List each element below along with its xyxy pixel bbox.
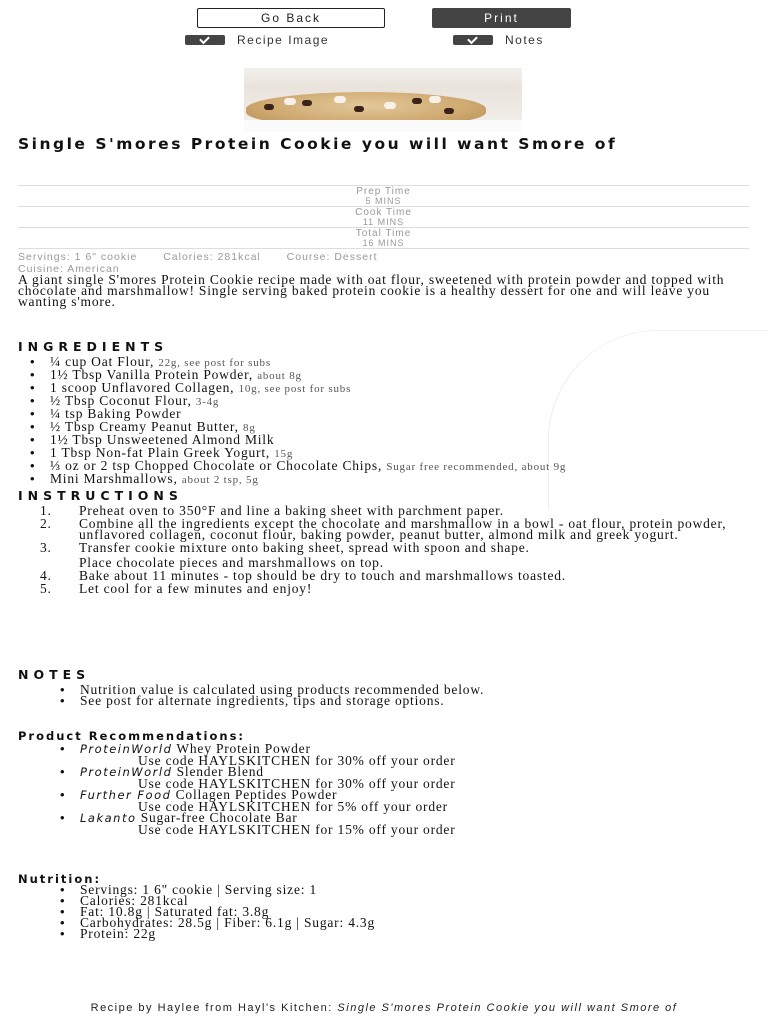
ingredient-item: • ¼ tsp Baking Powder: [50, 408, 750, 421]
calories: Calories: 281kcal: [163, 251, 261, 263]
nutrition-item: • Protein: 22g: [80, 928, 740, 939]
ingredient-item: • 1 scoop Unflavored Collagen, 10g, see post for subs: [50, 382, 750, 395]
notes-heading: NOTES: [18, 667, 91, 682]
recipe-times: [18, 185, 749, 249]
recipe-image-toggle[interactable]: [185, 33, 329, 47]
notes-toggle-label: Notes: [505, 33, 544, 47]
recipe-image: [244, 68, 522, 132]
ingredients-list: [50, 356, 750, 486]
prep-time: [18, 185, 749, 206]
cook-time-label: Cook Time: [355, 207, 412, 218]
discount-code: Use code HAYLSKITCHEN for 30% off your order: [138, 776, 456, 791]
credit-title: Single S'mores Protein Cookie you will want Smore of: [337, 1002, 678, 1014]
print-button[interactable]: Print: [432, 8, 571, 28]
chocolate-chip: [412, 98, 422, 104]
go-back-button[interactable]: Go Back: [197, 8, 385, 28]
ingredient-item: • 1 Tbsp Non-fat Plain Greek Yogurt, 15g: [50, 447, 750, 460]
marshmallow: [429, 96, 441, 103]
notes-toggle[interactable]: [453, 33, 544, 47]
chocolate-chip: [302, 100, 312, 106]
product-brand-link[interactable]: Lakanto: [80, 811, 137, 825]
ingredient-item: • 1½ Tbsp Unsweetened Almond Milk: [50, 434, 750, 447]
instruction-step: 5. Let cool for a few minutes and enjoy!: [40, 581, 313, 596]
nutrition-item: • Servings: 1 6" cookie | Serving size: 1: [80, 884, 740, 895]
chocolate-chip: [354, 106, 364, 112]
ingredient-item: • ½ Tbsp Creamy Peanut Butter, 8g: [50, 421, 750, 434]
ingredient-item: • 1½ Tbsp Vanilla Protein Powder, about 8g: [50, 369, 750, 382]
divider: [18, 248, 749, 249]
nutrition-list: [80, 884, 740, 939]
instruction-step: 1. Preheat oven to 350°F and line a baking sheet with parchment paper.: [40, 503, 504, 518]
total-time-value: 16 MINS: [362, 238, 405, 248]
product-item: • Further Food Collagen Peptides Powder Use code HAYLSKITCHEN for 5% off your order: [80, 789, 740, 812]
discount-code: Use code HAYLSKITCHEN for 5% off your order: [138, 799, 448, 814]
recipe-title: Single S'mores Protein Cookie you will want Smore of: [18, 135, 618, 153]
nutrition-item: • Carbohydrates: 28.5g | Fiber: 6.1g | Sugar: 4.3g: [80, 917, 740, 928]
plate: [244, 120, 522, 132]
cook-time: [18, 206, 749, 227]
product-list: [80, 743, 740, 835]
cuisine: Cuisine: American: [18, 263, 120, 275]
instructions-heading: INSTRUCTIONS: [18, 488, 183, 503]
checkbox-checked-icon[interactable]: [185, 35, 225, 45]
prep-time-label: Prep Time: [356, 186, 411, 197]
marshmallow: [284, 98, 296, 105]
chocolate-chip: [444, 108, 454, 114]
servings: Servings: 1 6" cookie: [18, 251, 138, 263]
chocolate-chip: [264, 104, 274, 110]
nutrition-item: • Fat: 10.8g | Saturated fat: 3.8g: [80, 906, 740, 917]
nutrition-item: • Calories: 281kcal: [80, 895, 740, 906]
notes-list: [80, 684, 745, 706]
product-recommendations-heading: Product Recommendations:: [18, 729, 246, 743]
discount-code: Use code HAYLSKITCHEN for 30% off your order: [138, 753, 456, 768]
instruction-step: 4. Bake about 11 minutes - top should be dry to touch and marshmallows toasted.: [40, 568, 566, 583]
ingredient-item: • ½ Tbsp Coconut Flour, 3-4g: [50, 395, 750, 408]
course: Course: Dessert: [286, 251, 378, 263]
product-item: • ProteinWorld Slender Blend Use code HAYLSKITCHEN for 30% off your order: [80, 766, 740, 789]
ingredient-item: • ¼ cup Oat Flour, 22g, see post for subs: [50, 356, 750, 369]
ingredient-item: • ⅓ oz or 2 tsp Chopped Chocolate or Chocolate Chips, Sugar free recommended, about 9g: [50, 460, 750, 473]
recipe-image-toggle-label: Recipe Image: [237, 33, 330, 47]
instruction-step: 2. Combine all the ingredients except the chocolate and marshmallow in a bowl - oat flour, protein powder, unflavored collagen, coconut flour, baking powder, peanut butter, almond milk and greek yogurt.: [40, 516, 727, 542]
total-time: [18, 227, 749, 248]
credit-prefix: Recipe by Haylee from Hayl's Kitchen:: [90, 1002, 333, 1014]
nutrition-heading: Nutrition:: [18, 872, 102, 886]
note-item: • See post for alternate ingredients, tips and storage options.: [80, 695, 745, 706]
marshmallow: [384, 102, 396, 109]
prep-time-value: 5 MINS: [365, 196, 402, 206]
cook-time-value: 11 MINS: [362, 217, 405, 227]
product-brand-link[interactable]: ProteinWorld: [80, 765, 173, 779]
ingredient-item: • Mini Marshmallows, about 2 tsp, 5g: [50, 473, 750, 486]
product-item: • Lakanto Sugar-free Chocolate Bar Use code HAYLSKITCHEN for 15% off your order: [80, 812, 740, 835]
note-item: • Nutrition value is calculated using products recommended below.: [80, 684, 745, 695]
instruction-step: 3. Transfer cookie mixture onto baking sheet, spread with spoon and shape. Place chocolate pieces and marshmallows on top.: [40, 540, 530, 570]
ingredients-heading: INGREDIENTS: [18, 339, 169, 354]
product-item: • ProteinWorld Whey Protein Powder Use code HAYLSKITCHEN for 30% off your order: [80, 743, 740, 766]
checkbox-checked-icon[interactable]: [453, 35, 493, 45]
top-controls: [0, 8, 768, 28]
recipe-summary: A giant single S'mores Protein Cookie recipe made with oat flour, sweetened with protein powder and topped with chocolate and marshmallow! Single serving baked protein cookie is a healthy dessert for one and will leave you wanting s'more.: [18, 272, 725, 309]
instructions-list: [40, 505, 745, 596]
total-time-label: Total Time: [355, 228, 412, 239]
product-brand-link[interactable]: ProteinWorld: [80, 742, 173, 756]
product-brand-link[interactable]: Further Food: [80, 788, 172, 802]
marshmallow: [334, 96, 346, 103]
recipe-credit: [0, 1003, 768, 1014]
discount-code: Use code HAYLSKITCHEN for 15% off your order: [138, 822, 456, 837]
